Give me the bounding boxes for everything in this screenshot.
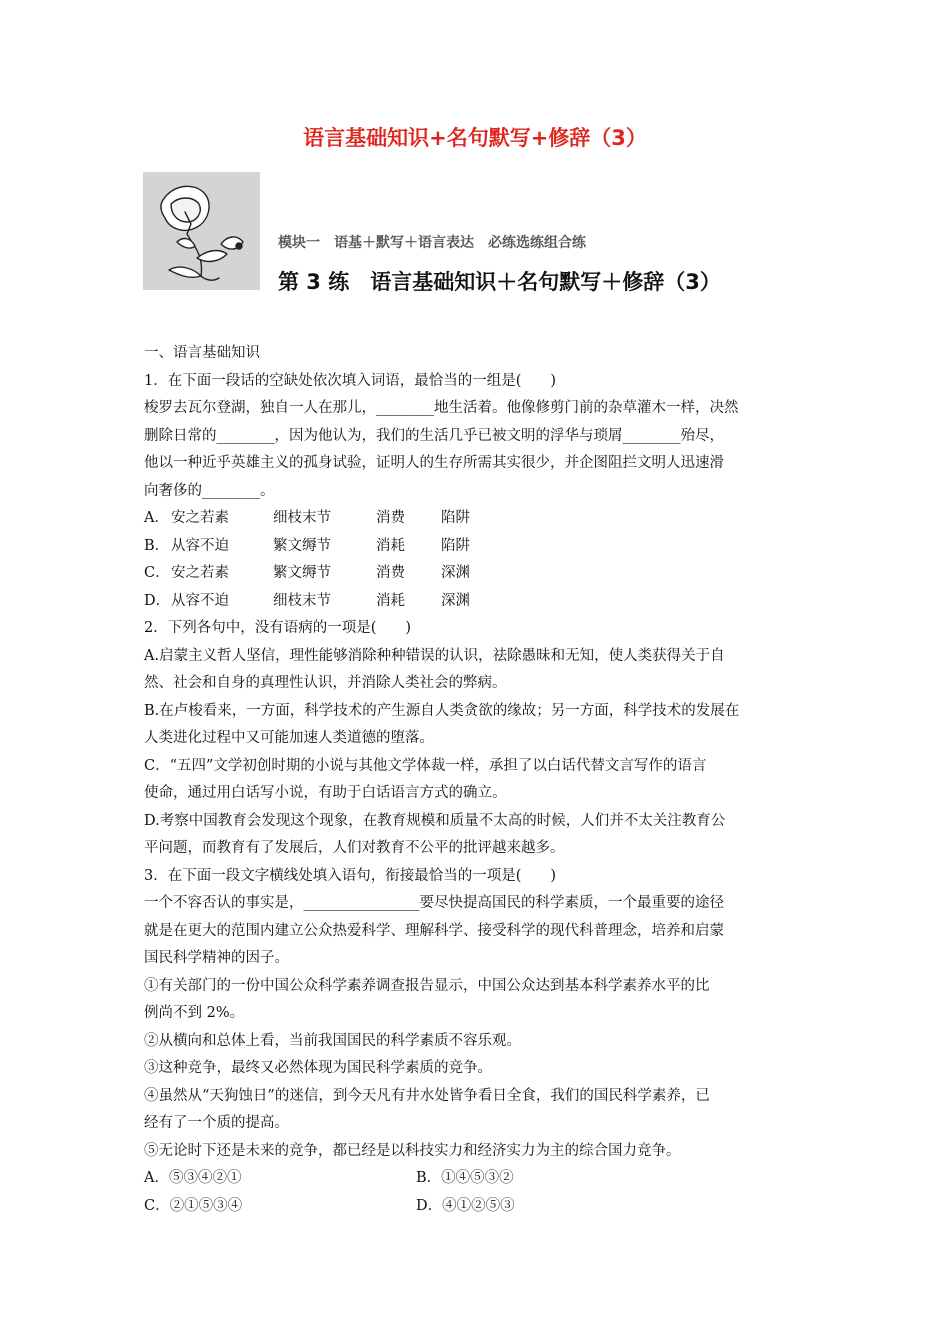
module-subtitle: 模块一 语基＋默写＋语言表达 必练选练组合练 (278, 235, 586, 251)
q3-line: ⑤无论时下还是未来的竞争，都已经是以科技实力和经济实力为主的综合国力竞争。 (144, 1142, 681, 1159)
q3-option-a: A．⑤③④②① (144, 1170, 242, 1186)
section-heading: 一、语言基础知识 (144, 345, 260, 361)
q3-line: 国民科学精神的因子。 (144, 950, 289, 966)
q3-option-b: B．①④⑤③② (416, 1170, 514, 1186)
q3-line: 经有了一个质的提高。 (144, 1115, 289, 1131)
morning-glory-flower-icon (143, 172, 260, 290)
q2-line: A.启蒙主义哲人坚信，理性能够消除种种错误的认识，祛除愚昧和无知，使人类获得关于自 (144, 647, 725, 664)
document-title: 语言基础知识+名句默写+修辞（3） (303, 126, 647, 150)
q1-option-c: C． 安之若素 繁文缛节 消费 深渊 (144, 565, 470, 581)
q3-line: ④虽然从“天狗蚀日”的迷信，到今天凡有井水处皆争看日全食，我们的国民科学素养，已 (144, 1087, 710, 1104)
q3-option-d: D．④①②⑤③ (416, 1197, 515, 1214)
logo-box (143, 172, 260, 290)
q1-option-b: B． 从容不迫 繁文缛节 消耗 陷阱 (144, 537, 470, 554)
q1-stem: 1．在下面一段话的空缺处依次填入词语，最恰当的一组是( ) (144, 372, 557, 389)
q3-line: ①有关部门的一份中国公众科学素养调查报告显示，中国公众达到基本科学素养水平的比 (144, 977, 710, 994)
q2-line: 平问题，而教育有了发展后，人们对教育不公平的批评越来越多。 (144, 840, 565, 856)
q1-option-d: D． 从容不迫 细枝末节 消耗 深渊 (144, 592, 470, 609)
q2-line: C．“五四”文学初创时期的小说与其他文学体裁一样，承担了以白话代替文言写作的语言 (144, 757, 707, 774)
q2-line: D.考察中国教育会发现这个现象，在教育规模和质量不太高的时候，人们并不太关注教育公 (144, 812, 726, 829)
q3-options-row (144, 1165, 814, 1193)
content-body (144, 340, 814, 1220)
q2-line: 然、社会和自身的真理性认识，并消除人类社会的弊病。 (144, 675, 507, 691)
lesson-title: 第 3 练 语言基础知识＋名句默写＋修辞（3） (278, 270, 721, 294)
q3-options-row (144, 1193, 814, 1221)
q1-passage-line: 梭罗去瓦尔登湖，独自一人在那儿，________地生活着。他像修剪门前的杂草灌木一样，决然 (144, 400, 739, 416)
q3-stem: 3．在下面一段文字横线处填入语句，衔接最恰当的一项是( ) (144, 867, 557, 884)
q1-passage-line: 他以一种近乎英雄主义的孤身试验，证明人的生存所需其实很少，并企图阻拦文明人迅速滑 (144, 455, 724, 471)
q2-line: 人类进化过程中又可能加速人类道德的堕落。 (144, 730, 434, 746)
q1-option-a: A． 安之若素 细枝末节 消费 陷阱 (144, 510, 470, 526)
q2-line: 使命，通过用白话写小说，有助于白话语言方式的确立。 (144, 785, 507, 801)
q2-stem: 2．下列各句中，没有语病的一项是( ) (144, 620, 412, 636)
q3-line: 就是在更大的范围内建立公众热爱科学、理解科学、接受科学的现代科普理念，培养和启蒙 (144, 922, 724, 939)
q3-option-c: C．②①⑤③④ (144, 1197, 243, 1214)
q3-line: ③这种竞争，最终又必然体现为国民科学素质的竞争。 (144, 1060, 492, 1076)
q3-line: 一个不容否认的事实是，________________要尽快提高国民的科学素质，一个最重要的途径 (144, 895, 724, 911)
q3-line: ②从横向和总体上看，当前我国国民的科学素质不容乐观。 (144, 1032, 521, 1049)
q1-passage-line: 向奢侈的________。 (144, 482, 275, 499)
q3-line: 例尚不到 2%。 (144, 1005, 245, 1021)
q2-line: B.在卢梭看来，一方面，科学技术的产生源自人类贪欲的缘故；另一方面，科学技术的发展在 (144, 702, 740, 719)
q1-passage-line: 删除日常的________，因为他认为，我们的生活几乎已被文明的浮华与琐屑________殆尽， (144, 427, 724, 444)
